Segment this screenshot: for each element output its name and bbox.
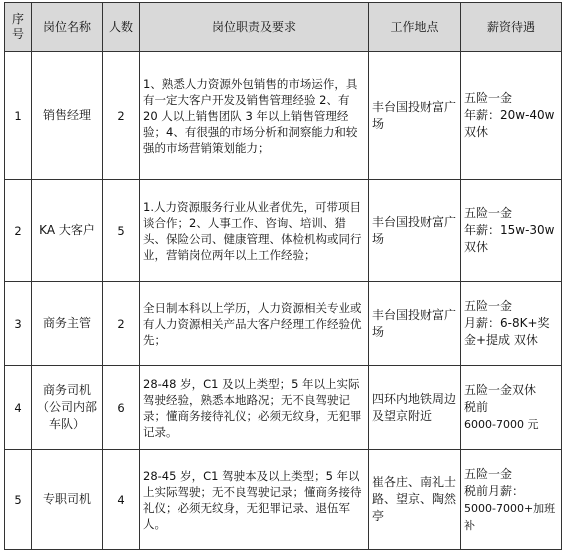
salary-line: 6000-7000 元: [464, 418, 539, 431]
cell-seq: 1: [5, 52, 32, 180]
header-location: 工作地点: [369, 3, 461, 52]
cell-count: 6: [103, 366, 140, 450]
table-header-row: [5, 3, 562, 52]
cell-location: 丰台国投财富广场: [369, 52, 461, 180]
cell-salary: [461, 180, 562, 282]
cell-salary: [461, 450, 562, 550]
cell-seq: 2: [5, 180, 32, 282]
salary-line: 5000-7000+加班补: [464, 501, 556, 532]
job-listing-table: [4, 2, 562, 550]
header-salary: 薪资待遇: [461, 3, 562, 52]
cell-duties: 28-45 岁，C1 驾驶本及以上类型；5 年以上实际驾驶；无不良驾驶记录；懂商务接待礼仪；必须无纹身，无犯罪记录、退伍军人。: [140, 450, 369, 550]
salary-line: 税前月薪：: [464, 483, 525, 498]
cell-location: 崔各庄、南礼士路、望京、陶然亭: [369, 450, 461, 550]
cell-duties: 全日制本科以上学历，人力资源相关专业或有人力资源相关产品大客户经理工作经验优先；: [140, 282, 369, 366]
cell-duties: 1、熟悉人力资源外包销售的市场运作，具有一定大客户开发及销售管理经验 2、有 20 人以上销售团队 3 年以上销售管理经验；4、有很强的市场分析和洞察能力和较强的市场营销策划能力；: [140, 52, 369, 180]
header-seq: 序号: [5, 3, 32, 52]
cell-salary: [461, 282, 562, 366]
cell-salary: [461, 52, 562, 180]
table-row: [5, 282, 562, 366]
header-position: 岗位名称: [32, 3, 103, 52]
cell-count: 2: [103, 52, 140, 180]
table-row: [5, 52, 562, 180]
salary-line: 年薪：20w-40w: [464, 108, 555, 122]
table-row: [5, 450, 562, 550]
salary-line: 五险一金双休: [464, 383, 537, 397]
header-duties: 岗位职责及要求: [140, 3, 369, 52]
cell-position: 商务司机（公司内部车队）: [32, 366, 103, 450]
cell-count: 4: [103, 450, 140, 550]
cell-count: 2: [103, 282, 140, 366]
salary-line: 月薪：6-8K+奖金+提成 双休: [464, 316, 550, 347]
cell-location: 四环内地铁周边及望京附近: [369, 366, 461, 450]
salary-line: 五险一金: [464, 299, 513, 313]
salary-line: 五险一金: [464, 206, 513, 220]
cell-seq: 5: [5, 450, 32, 550]
cell-duties: 1.人力资源服务行业从业者优先，可带项目谈合作；2、人事工作、咨询、培训、猎头、保险公司、健康管理、体检机构或同行业，营销岗位两年以上工作经验；: [140, 180, 369, 282]
cell-position: 销售经理: [32, 52, 103, 180]
header-count: 人数: [103, 3, 140, 52]
cell-seq: 3: [5, 282, 32, 366]
salary-line: 年薪：15w-30w: [464, 223, 555, 237]
cell-salary: [461, 366, 562, 450]
cell-position: KA 大客户: [32, 180, 103, 282]
cell-seq: 4: [5, 366, 32, 450]
cell-position: 商务主管: [32, 282, 103, 366]
salary-line: 双休: [464, 125, 489, 139]
cell-location: 丰台国投财富广场: [369, 282, 461, 366]
table-row: [5, 180, 562, 282]
table-row: [5, 366, 562, 450]
salary-line: 双休: [464, 240, 489, 254]
salary-line: 税前: [464, 400, 489, 414]
cell-duties: 28-48 岁，C1 及以上类型；5 年以上实际驾驶经验，熟悉本地路况；无不良驾驶记录；懂商务接待礼仪；必须无纹身，无犯罪记录。: [140, 366, 369, 450]
salary-line: 五险一金: [464, 91, 513, 105]
cell-position: 专职司机: [32, 450, 103, 550]
cell-location: 丰台国投财富广场: [369, 180, 461, 282]
cell-count: 5: [103, 180, 140, 282]
salary-line: 五险一金: [464, 466, 513, 481]
